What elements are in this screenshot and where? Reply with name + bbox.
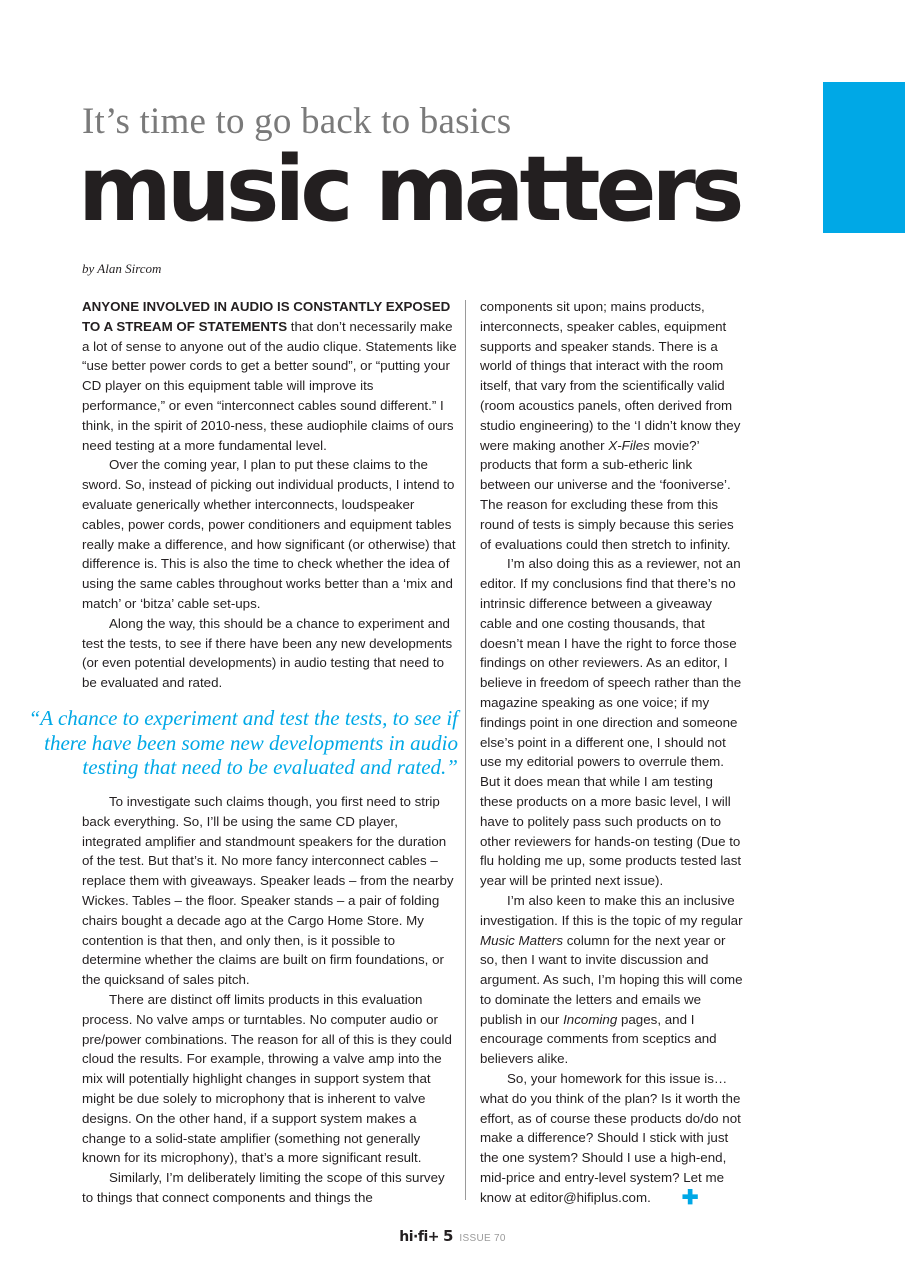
paragraph-4: To investigate such claims though, you first need to strip back everything. So, I’ll be using the same CD player, integrated amplifier and standmount speakers for the duration of the test. But that’s it. No more fancy interconnect cables – replace them with giveaways. Speaker leads – from the nearby Wickes. Tables – the floor. Speaker stands – a pair of folding chairs bought a decade ago at the Cargo Home Store. My contention is that then, and only then, is it possible to determine whether the claims are built on firm foundations, or the quicksand of sales pitch. [82,794,454,988]
incoming-title: Incoming [563,1011,618,1027]
blue-edge-tab [823,82,905,233]
kicker-subtitle: It’s time to go back to basics [82,101,512,142]
pull-quote: “A chance to experiment and test the tests, to see if there have been some new developments in audio testing that need to be evaluated and rated.” [28,706,458,779]
issue-label: ISSUE 70 [459,1233,506,1244]
paragraph-1 [82,297,458,455]
magazine-logo: hi·fi+ [399,1229,439,1245]
right-paragraph-3-a: I’m also keen to make this an inclusive investigation. If this is the topic of my regular [480,892,743,928]
right-paragraph-1 [480,297,745,554]
paragraph-3: Along the way, this should be a chance to experiment and test the tests, to see if there have been any new developments (or even potential developments) in audio testing that need to be evaluated and rated. [82,615,453,691]
byline: by Alan Sircom [82,261,162,276]
right-paragraph-3-b: column for the next year or so, then I want to invite discussion and argument. As such, I’m hoping this will come to dominate the letters and emails we publish in our [480,932,743,1027]
lead-in: ANYONE INVOLVED IN AUDIO IS CONSTANTLY EXPOSED TO A STREAM OF STATEMENTS [82,299,451,334]
right-paragraph-4 [480,1069,745,1208]
paragraph-2: Over the coming year, I plan to put these claims to the sword. So, instead of picking out individual products, I intend to evaluate generically whether interconnects, loudspeaker cables, power cords, power conditioners and equipment tables really make a difference, and how significant (or otherwise) that difference is. This is also the time to check whether the idea of using the same cables throughout works better than a ‘mix and match’ or ‘bitza’ cable set-ups. [82,457,456,611]
plus-icon: ✚ [681,1186,699,1209]
right-column [480,297,745,1208]
left-column-bottom [82,792,458,1208]
right-paragraph-2: I’m also doing this as a reviewer, not an editor. If my conclusions find that there’s no intrinsic difference between a giveaway cable and one costing thousands, that doesn’t mean I have the right to force those findings on other reviewers. As an editor, I believe in freedom of speech rather than the magazine speaking as one voice; if my findings point in one direction and someone else’s point in a different one, I should not use my editorial powers to overrule them. But it does mean that while I am testing these products on a more basic level, I will have to politely pass such products on to other reviewers for hands-on testing (Due to flu holding me up, some products tested last year will be printed next issue). [480,556,742,889]
right-paragraph-1-a: components sit upon; mains products, interconnects, speaker cables, equipment supports and speaker stands. There is a world of things that interact with the room itself, that vary from the scientifically valid (room acoustics panels, often derived from studio engineering) to the ‘I didn’t know they were making another [480,299,741,453]
page-headline: music matters [78,137,740,242]
right-paragraph-4-text: So, your homework for this issue is… what do you think of the plan? Is it worth the effort, as of course these products do/do not make a difference? Should I stick with just the one system? Should I use a high-end, mid-price and entry-level system? Let me know at editor@hifiplus.com. [480,1071,741,1205]
left-column-top [82,297,458,693]
right-paragraph-3 [480,891,745,1069]
right-paragraph-3-c: pages, and I encourage comments from sceptics and believers alike. [480,1011,717,1067]
paragraph-5: There are distinct off limits products in this evaluation process. No valve amps or turntables. No computer audio or pre/power combinations. The reason for all of this is they could cloud the results. For example, throwing a valve amp into the mix will potentially highlight changes in support system that might be due solely to microphony that is inherent to valve designs. On the other hand, if a support system makes a change to a solid-state amplifier (something not generally known for its microphony), that’s a more significant result. [82,991,452,1166]
x-files-title: X-Files [608,437,650,453]
page-footer [0,1227,905,1246]
right-paragraph-1-b: movie?’ products that form a sub-etheric link between our universe and the ‘fooniverse’. The reason for excluding these from this round of tests is simply because this series of evaluations could then stretch to infinity. [480,437,734,552]
paragraph-1-rest: that don’t necessarily make a lot of sense to anyone out of the audio clique. Statements like “use better power cords to get a better sound”, or “putting your CD player on this equipment table will improve its performance,” or even “interconnect cables sound different.” I think, in the spirit of 2010-ness, these audiophile claims of ours need testing at a more fundamental level. [82,318,457,453]
music-matters-title: Music Matters [480,932,564,948]
paragraph-6: Similarly, I’m deliberately limiting the scope of this survey to things that connect components and things the [82,1170,445,1205]
page-number: 5 [442,1227,454,1245]
column-divider [465,300,466,1200]
